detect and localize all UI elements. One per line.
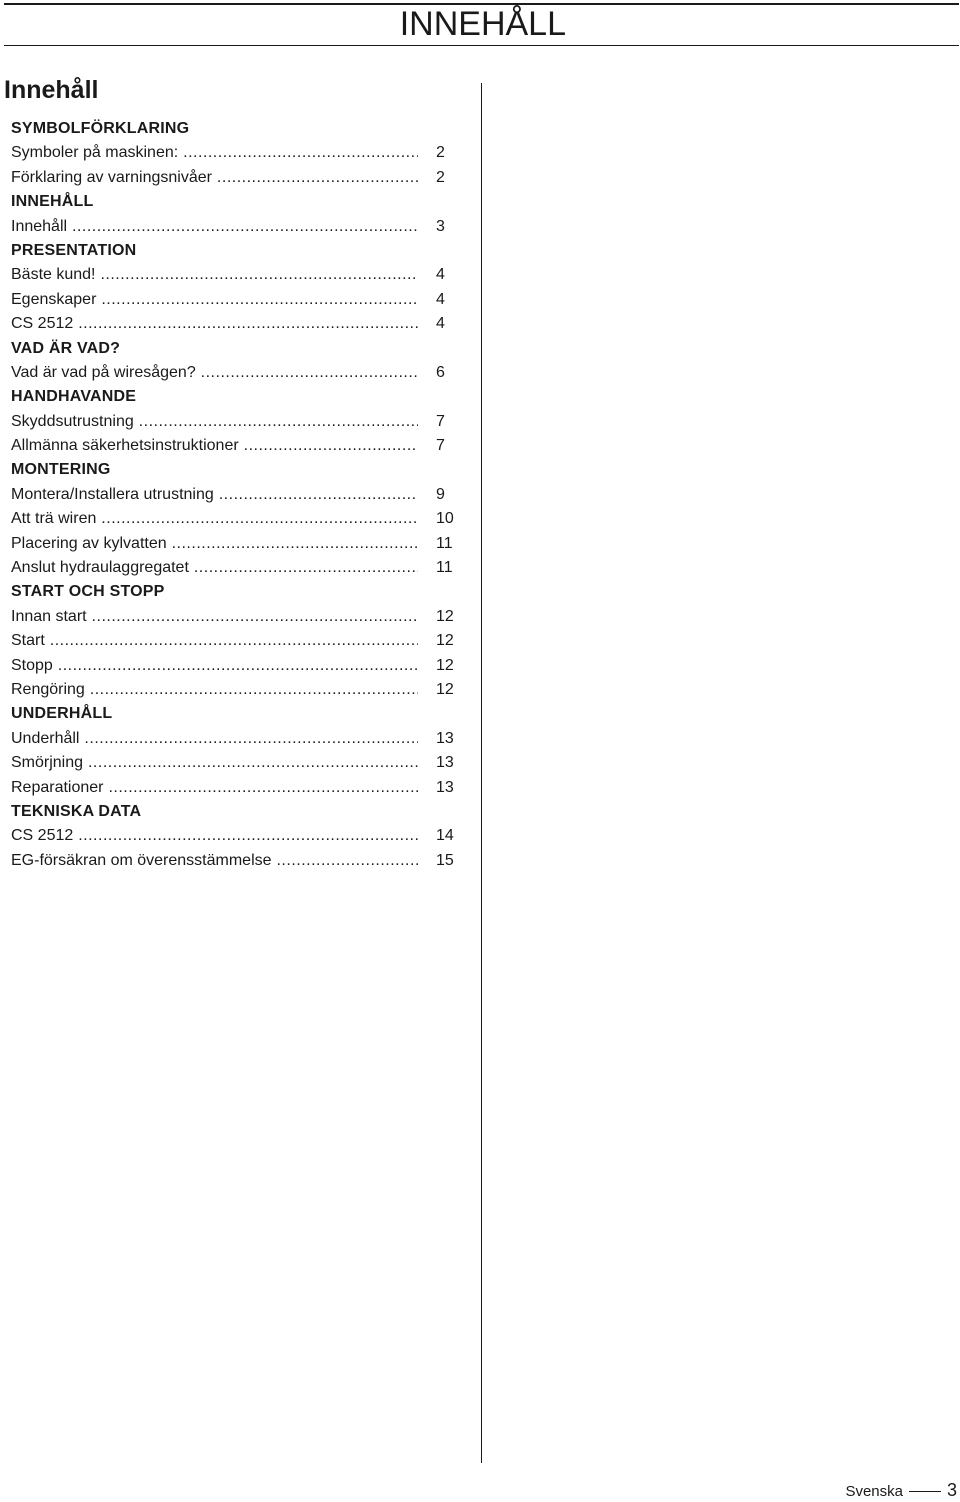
footer-language: Svenska: [845, 1483, 903, 1500]
toc-group: [11, 385, 461, 458]
toc-entry[interactable]: [11, 288, 461, 312]
toc-entry-page: 13: [436, 754, 454, 772]
toc-entry-text: CS 2512 .....: [11, 312, 418, 336]
toc-entry-page: 15: [436, 851, 454, 869]
toc-entry-text: Innehåll .....: [11, 215, 418, 239]
toc-group-title: START OCH STOPP: [11, 583, 165, 601]
toc-entry-text: Allmänna säkerhetsinstruktioner .....: [11, 434, 418, 458]
toc-entry[interactable]: [11, 312, 461, 336]
toc-entry[interactable]: [11, 141, 461, 165]
toc-group-title: UNDERHÅLL: [11, 705, 113, 723]
toc-group-title: TEKNISKA DATA: [11, 802, 142, 820]
toc-group: [11, 337, 461, 386]
toc-entry-page: 12: [436, 607, 454, 625]
toc-entry-page: 9: [436, 485, 445, 503]
footer-page-number: 3: [946, 1480, 957, 1500]
column-divider: [481, 83, 482, 1463]
toc-entry-page: 13: [436, 729, 454, 747]
toc-entry[interactable]: [11, 556, 461, 580]
toc-group-title: INNEHÅLL: [11, 193, 94, 211]
toc-group: [11, 458, 461, 580]
toc-entry[interactable]: [11, 263, 461, 287]
toc-entry-text: Placering av kylvatten .....: [11, 532, 418, 556]
toc-entry-text: Underhåll .....: [11, 727, 418, 751]
toc-entry-text: Smörjning .....: [11, 751, 418, 775]
toc-group: [11, 117, 461, 190]
toc-entry-text: Montera/Installera utrustning .....: [11, 483, 418, 507]
toc-entry[interactable]: [11, 824, 461, 848]
toc-entry[interactable]: [11, 776, 461, 800]
toc-group: [11, 580, 461, 702]
toc-entry-page: 12: [436, 680, 454, 698]
toc-entry-text: Bäste kund! .....: [11, 263, 418, 287]
toc-entry-text: Start .....: [11, 629, 418, 653]
toc-entry[interactable]: [11, 605, 461, 629]
toc-entry-page: 3: [436, 217, 445, 235]
toc-entry-text: EG-försäkran om överensstämmelse .....: [11, 849, 418, 873]
toc-group: [11, 702, 461, 800]
toc-entry-page: 11: [436, 534, 453, 552]
toc-entry-text: Innan start .....: [11, 605, 418, 629]
toc-entry-page: 4: [436, 266, 445, 284]
toc-group-title: MONTERING: [11, 461, 111, 479]
toc-entry-page: 10: [436, 510, 454, 528]
toc-entry-page: 12: [436, 656, 454, 674]
toc-entry[interactable]: [11, 751, 461, 775]
toc-entry-page: 13: [436, 778, 454, 796]
toc-entry-text: Anslut hydraulaggregatet .....: [11, 556, 418, 580]
toc-entry[interactable]: [11, 507, 461, 531]
header-underline: [4, 45, 959, 46]
toc-entry-page: 7: [436, 437, 445, 455]
toc-entry-text: Reparationer .....: [11, 776, 418, 800]
toc-entry[interactable]: [11, 849, 461, 873]
toc-entry-text: Egenskaper .....: [11, 288, 418, 312]
toc-entry-text: Förklaring av varningsnivåer .....: [11, 166, 418, 190]
toc-entry[interactable]: [11, 410, 461, 434]
page-title: Innehåll: [4, 76, 99, 104]
toc-entry-text: Skyddsutrustning .....: [11, 410, 418, 434]
header-title: INNEHÅLL: [399, 5, 566, 43]
toc-entry[interactable]: [11, 654, 461, 678]
toc-entry-page: 4: [436, 315, 445, 333]
toc-entry-text: Att trä wiren .....: [11, 507, 418, 531]
toc-entry-page: 2: [436, 144, 445, 162]
toc-entry-page: 12: [436, 632, 454, 650]
toc-entry-page: 11: [436, 559, 453, 577]
toc-group: [11, 239, 461, 337]
toc-entry-page: 2: [436, 168, 445, 186]
toc-entry[interactable]: [11, 215, 461, 239]
toc-entry-text: Vad är vad på wiresågen? .....: [11, 361, 418, 385]
toc-group-title: SYMBOLFÖRKLARING: [11, 120, 190, 137]
toc-entry-text: Rengöring .....: [11, 678, 418, 702]
toc-entry[interactable]: [11, 361, 461, 385]
toc-entry-page: 4: [436, 290, 445, 308]
toc-entry-page: 14: [436, 827, 454, 845]
toc-entry-text: CS 2512 .....: [11, 824, 418, 848]
toc-group: [11, 190, 461, 239]
toc-entry[interactable]: [11, 678, 461, 702]
toc-entry-text: Stopp .....: [11, 654, 418, 678]
table-of-contents: [11, 117, 461, 873]
toc-entry[interactable]: [11, 434, 461, 458]
toc-group: [11, 800, 461, 873]
footer-dash: [909, 1491, 941, 1492]
toc-entry[interactable]: [11, 166, 461, 190]
toc-entry[interactable]: [11, 532, 461, 556]
toc-entry-page: 6: [436, 363, 445, 381]
toc-entry-text: Symboler på maskinen: .....: [11, 141, 418, 165]
toc-group-title: PRESENTATION: [11, 241, 137, 259]
toc-entry[interactable]: [11, 483, 461, 507]
toc-entry[interactable]: [11, 727, 461, 751]
toc-group-title: HANDHAVANDE: [11, 388, 137, 406]
toc-group-title: VAD ÄR VAD?: [11, 339, 121, 357]
toc-entry-page: 7: [436, 412, 445, 430]
toc-entry[interactable]: [11, 629, 461, 653]
